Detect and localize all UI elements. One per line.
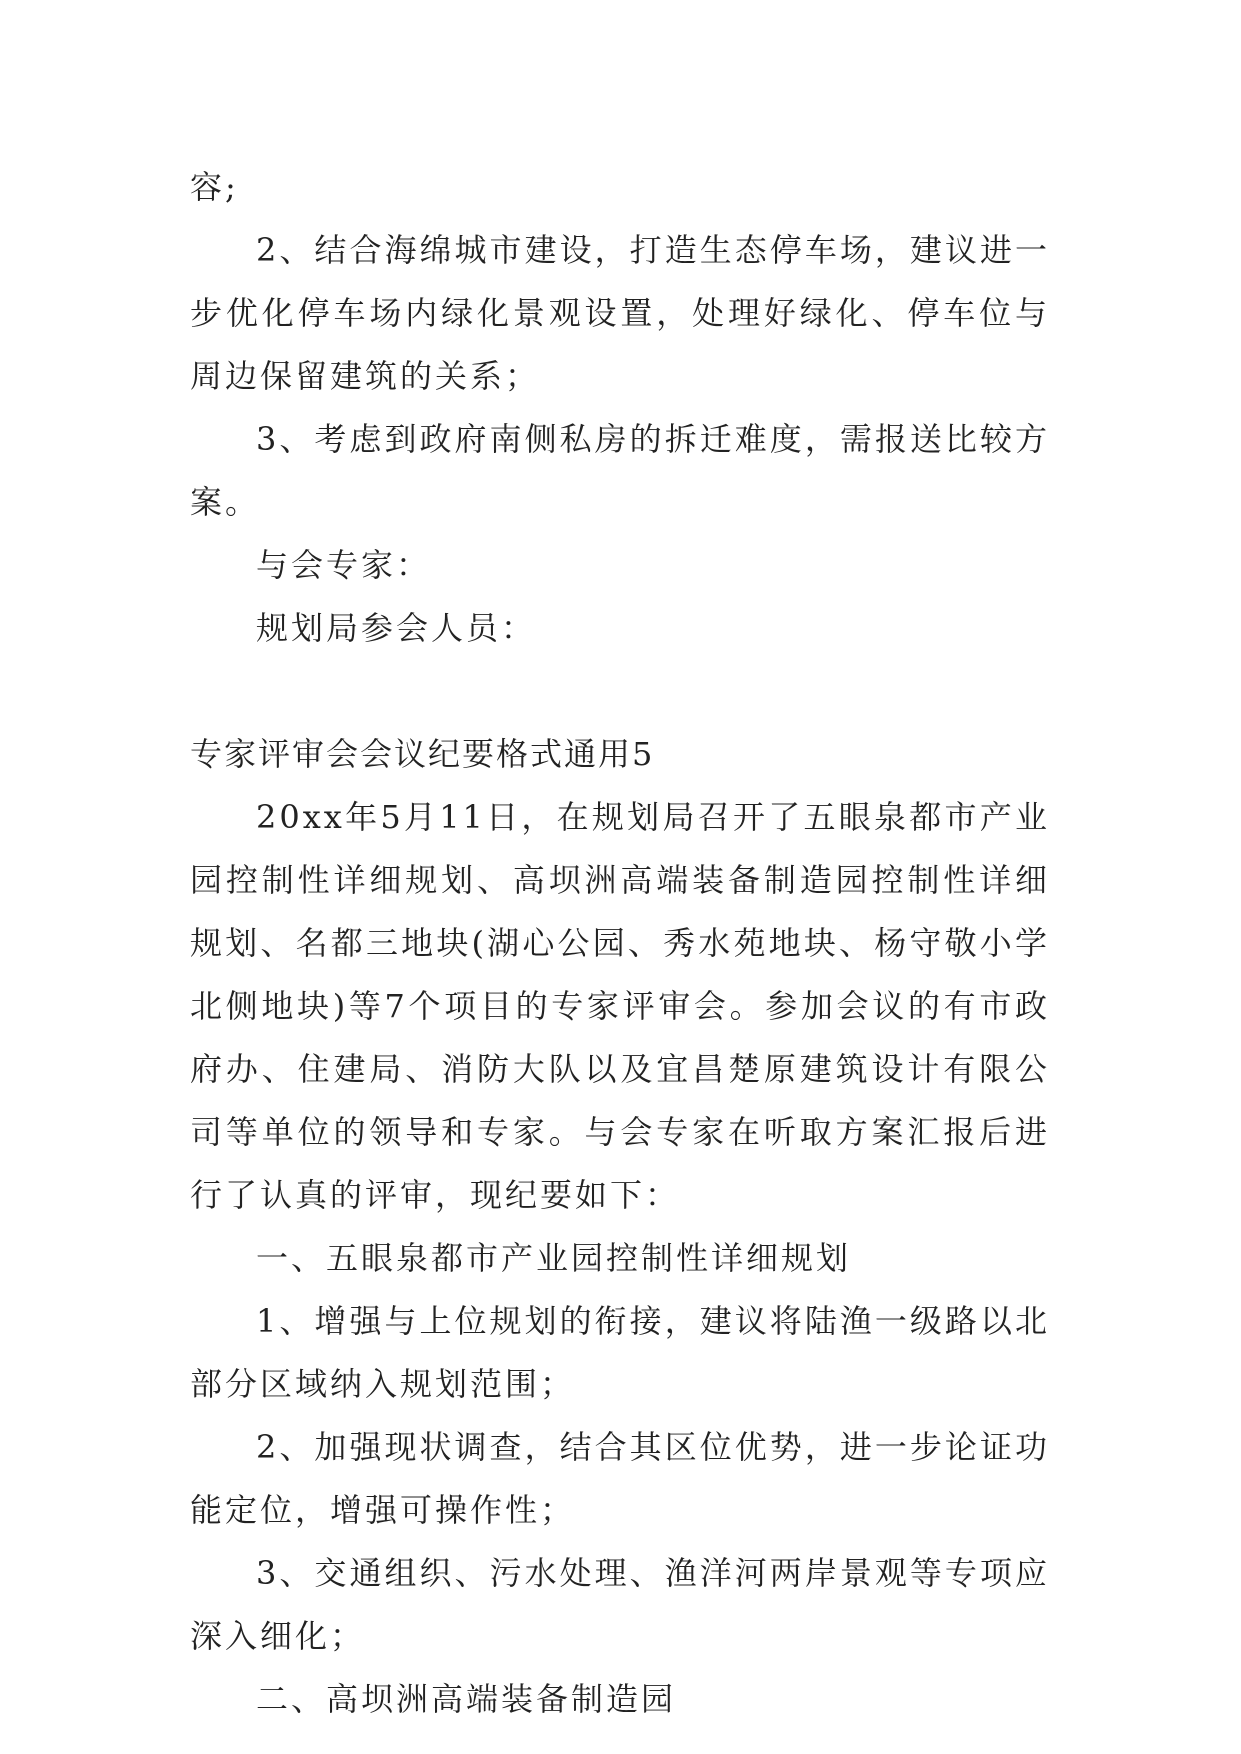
intro-paragraph: 20xx年5月11日，在规划局召开了五眼泉都市产业园控制性详细规划、高坝洲高端装备制造园控制性详细规划、名都三地块(湖心公园、秀水苑地块、杨守敬小学北侧地块)等7个项目的专家评审会。参加会议的有市政府办、住建局、消防大队以及宜昌楚原建筑设计有限公司等单位的领导和专家。与会专家在听取方案汇报后进行了认真的评审，现纪要如下： [190, 798, 1050, 1214]
part1-item-3: 3、交通组织、污水处理、渔洋河两岸景观等专项应深入细化； [190, 1554, 1050, 1655]
top-fragment: 容; [190, 168, 239, 206]
part2-heading: 二、高坝洲高端装备制造园 [256, 1680, 677, 1718]
section-spacer [190, 660, 1050, 723]
part1-item-2: 2、加强现状调查，结合其区位优势，进一步论证功能定位，增强可操作性； [190, 1428, 1050, 1529]
part1-item-1: 1、增强与上位规划的衔接，建议将陆渔一级路以北部分区域纳入规划范围； [190, 1302, 1050, 1403]
section4-item-2: 2、结合海绵城市建设，打造生态停车场，建议进一步优化停车场内绿化景观设置，处理好绿化、停车位与周边保留建筑的关系； [190, 231, 1050, 395]
part1-heading: 一、五眼泉都市产业园控制性详细规划 [256, 1239, 852, 1277]
staff-label: 规划局参会人员： [256, 609, 537, 647]
section5-title: 专家评审会会议纪要格式通用5 [190, 735, 655, 773]
document-body [190, 156, 1050, 1731]
experts-label: 与会专家： [256, 546, 432, 584]
section4-item-3: 3、考虑到政府南侧私房的拆迁难度，需报送比较方案。 [190, 420, 1050, 521]
